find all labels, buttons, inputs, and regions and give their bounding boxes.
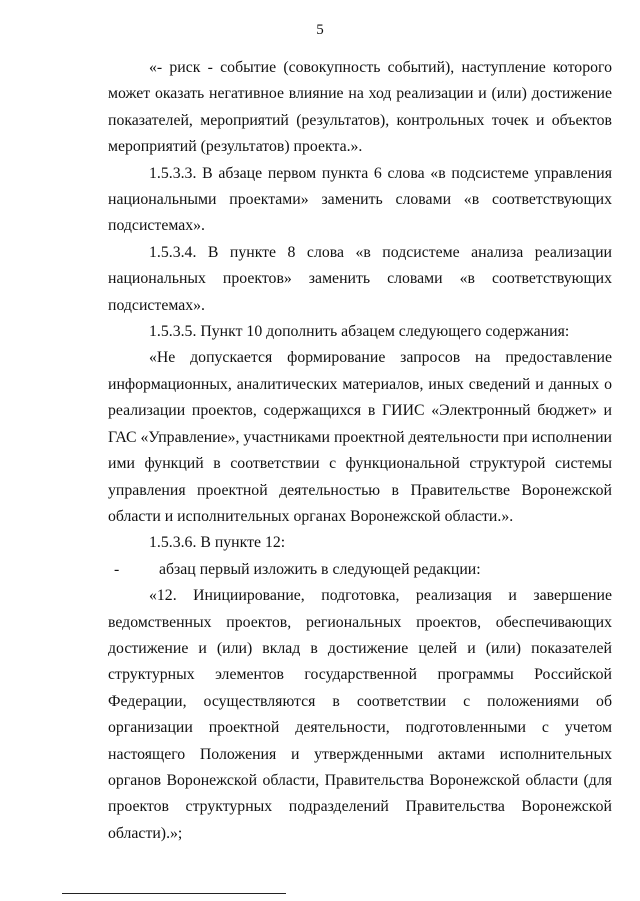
dash-marker: - <box>114 560 120 578</box>
page-number: 5 <box>316 22 324 38</box>
paragraph-risk-definition: «- риск - событие (совокупность событий), наступление которого может оказать негативное влияние на ход реализации и (или) достижение показателей, мероприятий (результатов), контрольных точек и объектов мероприятий (результатов) проекта.». <box>108 59 612 156</box>
paragraph-1-5-3-3: 1.5.3.3. В абзаце первом пункта 6 слова «в подсистеме управления национальными проектами» заменить словами «в соответствующих подсистемах». <box>108 164 612 235</box>
dash-list-item <box>108 557 612 583</box>
paragraph-1-5-3-4: 1.5.3.4. В пункте 8 слова «в подсистеме анализа реализации национальных проектов» заменить словами «в соответствующих подсистемах». <box>108 243 612 314</box>
footer-divider <box>62 893 286 894</box>
paragraph-1-5-3-6: 1.5.3.6. В пункте 12: <box>149 534 286 552</box>
dash-item-text: абзац первый изложить в следующей редакции: <box>159 560 481 578</box>
paragraph-clause-10-addition: «Не допускается формирование запросов на предоставление информационных, аналитических материалов, иных сведений и данных о реализации проектов, содержащихся в ГИИС «Электронный бюджет» и ГАС «Управление», участниками проектной деятельности при исполнении ими функций в соответствии с функциональной структурой системы управления проектной деятельностью в Правительстве Воронежской области и исполнительных органах Воронежской области.». <box>108 349 612 525</box>
paragraph-clause-12-new-text: «12. Инициирование, подготовка, реализация и завершение ведомственных проектов, региональных проектов, обеспечивающих достижение и (или) вклад в достижение целей и (или) показателей структурных элементов государственной программы Российской Федерации, осуществляются в соответствии с положениями об организации проектной деятельности, подготовленными с учетом настоящего Положения и утвержденными актами исполнительных органов Воронежской области, Правительства Воронежской области (для проектов структурных подразделений Правительства Воронежской области).»; <box>108 587 612 842</box>
paragraph-1-5-3-5: 1.5.3.5. Пункт 10 дополнить абзацем следующего содержания: <box>149 323 570 341</box>
document-body <box>108 55 612 847</box>
